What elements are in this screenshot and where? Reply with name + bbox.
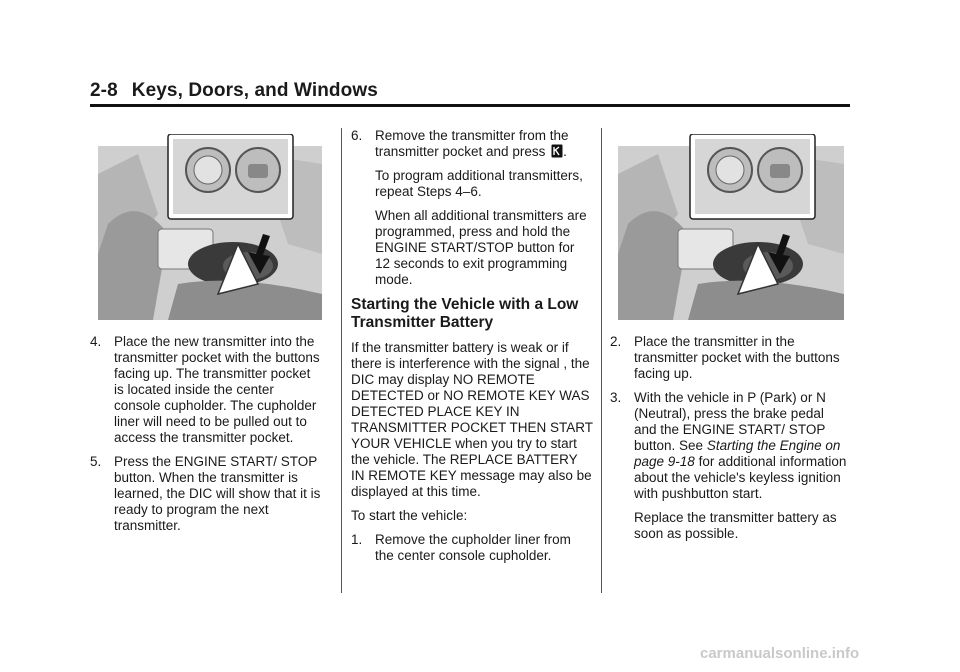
console-illustration-left bbox=[98, 134, 322, 320]
column-divider-1 bbox=[341, 128, 342, 593]
page-header bbox=[90, 80, 378, 102]
section-title: Keys, Doors, and Windows bbox=[131, 80, 378, 101]
step-3-note: Replace the transmitter battery as soon as possible. bbox=[634, 510, 837, 541]
column-3 bbox=[610, 334, 850, 550]
start-lead-in: To start the vehicle: bbox=[351, 508, 468, 523]
step-4: 4. Place the new transmitter into the transmitter pocket with the buttons facing up. The transmitter pocket is located inside the center console cupholder. The cupholder liner will need to be pulled out to access the transmitter pocket. bbox=[90, 334, 320, 445]
cross-reference-link[interactable]: Starting the Engine on page 9-18 bbox=[634, 438, 841, 469]
step-6-note-2: When all additional transmitters are programmed, press and hold the ENGINE START/STOP button for 12 seconds to exit programming mode. bbox=[375, 208, 587, 287]
step-6: 6. Remove the transmitter from the transmitter pocket and press . bbox=[351, 128, 569, 159]
page-number: 2-8 bbox=[90, 80, 118, 101]
step-2: 2. Place the transmitter in the transmitter pocket with the buttons facing up. bbox=[610, 334, 840, 381]
section-heading: Starting the Vehicle with a Low Transmitter Battery bbox=[351, 296, 579, 331]
watermark: carmanualsonline.info bbox=[700, 645, 860, 662]
step-3: 3. With the vehicle in P (Park) or N (Neutral), press the brake pedal and the ENGINE START/ STOP button. See Starting the Engine on page 9-18 for additional information about the vehicle's keyless ignition with pushbutton start. bbox=[610, 390, 847, 501]
header-rule bbox=[90, 104, 850, 107]
column-divider-2 bbox=[601, 128, 602, 593]
column-2 bbox=[351, 128, 593, 572]
remote-key-icon bbox=[551, 144, 563, 158]
intro-paragraph: If the transmitter battery is weak or if there is interference with the signal , the DIC may display NO REMOTE DETECTED or NO REMOTE KEY WAS DETECTED PLACE KEY IN TRANSMITTER POCKET THEN START YOUR VEHICLE when you try to start the vehicle. The REPLACE BATTERY IN REMOTE KEY message may also be displayed at this time. bbox=[351, 340, 593, 499]
column-1 bbox=[90, 334, 322, 542]
console-illustration-right bbox=[618, 134, 844, 320]
step-5: 5. Press the ENGINE START/ STOP button. When the transmitter is learned, the DIC will show that it is ready to program the next transmitter. bbox=[90, 454, 321, 533]
step-1: 1. Remove the cupholder liner from the center console cupholder. bbox=[351, 532, 571, 563]
step-6-note-1: To program additional transmitters, repeat Steps 4–6. bbox=[375, 168, 583, 199]
